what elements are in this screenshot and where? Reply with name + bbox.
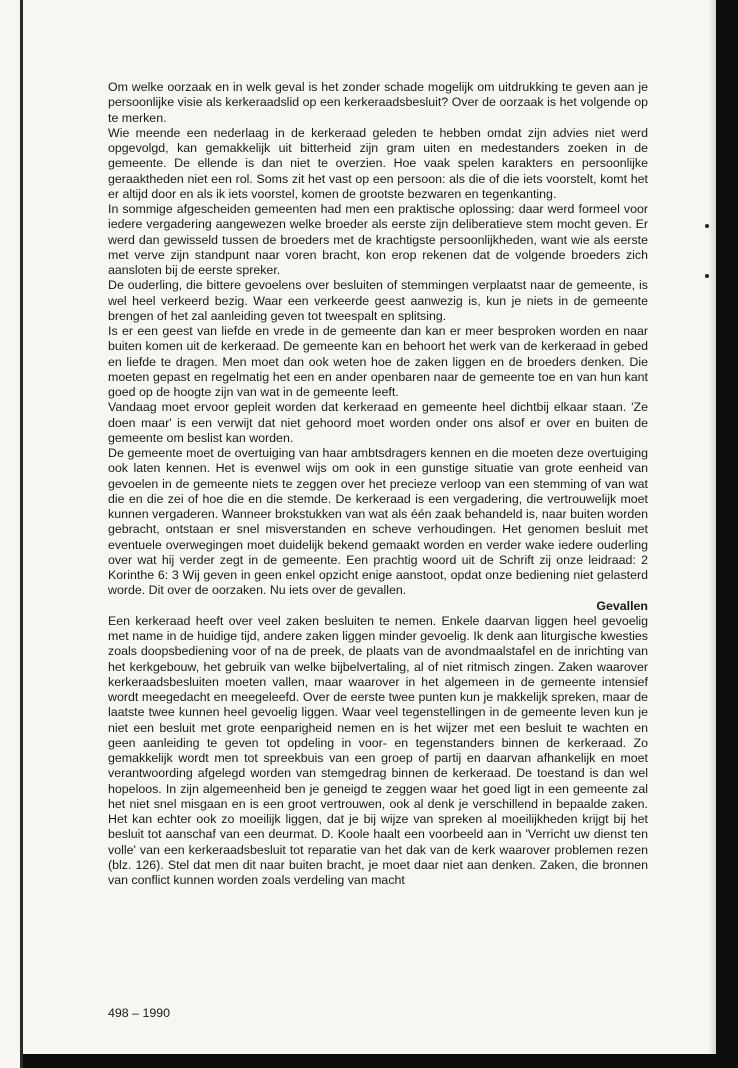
paragraph: Vandaag moet ervoor gepleit worden dat kerkeraad en gemeente heel dichtbij elkaar staan. 'Ze doen maar' is een verwijt dat niet gehoord moet worden onder ons alsof er over en buiten de gemeente om beslist kan worden. [108, 400, 648, 445]
scan-border-bottom [22, 1054, 738, 1068]
section-heading: Gevallen [596, 598, 648, 613]
scan-border-left [20, 0, 23, 1068]
scan-speck [705, 274, 709, 278]
scan-border-right [716, 0, 738, 1068]
paragraph: Een kerkeraad heeft over veel zaken besluiten te nemen. Enkele daarvan liggen heel gevoelig met name in de huidige tijd, andere zaken liggen minder gevoelig. Ik denk aan liturgische kwesties zoals doopsbediening voor of na de preek, de plaats van de avondmaalstafel en de inrichting van het kerkgebouw, het gebruik van welke bijbelvertaling, al of niet ritmisch zingen. Zaken waarover kerkeraadsbesluiten moeten vallen, maar waarover in het algemeen in de gemeente intensief wordt meegedacht en meegeleefd. Over de eerste twee punten kun je makkelijk spreken, maar de laatste twee kunnen heel gevoelig liggen. Waar veel tegenstellingen in de gemeente leven kun je niet een besluit met grote eenparigheid nemen en is het wijzer met een besluit te wachten en geen aanleiding te geven tot opdeling in voor- en tegenstanders binnen de kerkeraad. Zo gemakkelijk wordt men tot spreekbuis van een groep of partij en daarvan afhankelijk en moet verantwoording afgelegd worden van stemgedrag binnen de kerkeraad. De toestand is dan wel hopeloos. In zijn algemeenheid ben je geneigd te zeggen waar het goed ligt in een gemeente zal het niet snel misgaan en is een groot vertrouwen, ook al denk je verschillend in bepaalde zaken. Het kan echter ook zo moeilijk liggen, dat je bij wijze van spreken al moeilijkheden krijgt bij het besluit tot aanschaf van een deurmat. D. Koole haalt een voorbeeld aan in 'Verricht uw dienst ten volle' van een kerkeraadsbesluit tot reparatie van het dak van de kerk waarover problemen rezen (blz. 126). Stel dat men dit naar buiten bracht, je moet daar niet aan denken. Zaken, die bronnen van conflict kunnen worden zoals verdeling van macht [108, 613, 648, 887]
body-text [108, 80, 648, 888]
scan-speck [705, 224, 709, 228]
page-number: 498 – 1990 [108, 1006, 171, 1020]
paragraph: Om welke oorzaak en in welk geval is het zonder schade mogelijk om uitdrukking te geven aan je persoonlijke visie als kerkeraadslid op een kerkeraadsbesluit? Over de oorzaak is het volgende op te merken. [108, 80, 648, 125]
page-curl-shadow [708, 0, 716, 1068]
paragraph: Wie meende een nederlaag in de kerkeraad geleden te hebben omdat zijn advies niet werd opgevolgd, kan gemakkelijk uit bitterheid zijn gram uiten en medestanders zoeken in de gemeente. De ellende is dan niet te overzien. Hoe vaak spelen karakters en persoonlijke geraaktheden niet een rol. Soms zit het vast op een persoon: als die of die iets voorstelt, komt het er altijd door en als ik iets voorstel, komen de grootste bezwaren en tegenkanting. [108, 125, 648, 201]
paragraph: De gemeente moet de overtuiging van haar ambtsdragers kennen en die moeten deze overtuiging ook laten kennen. Het is evenwel wijs om ook in een gunstige situatie van grote eenheid van gevoelen in de gemeente niets te zeggen over het precieze verloop van een stemming of van wat die en die zei of hoe die en die stemde. De kerkeraad is een vergadering, die vertrouwelijk moet kunnen vergaderen. Wanneer brokstukken van wat als één zaak behandeld is, naar buiten worden gebracht, ontstaan er snel misverstanden en scheve verhoudingen. Het genomen besluit met eventuele overwegingen moet duidelijk bekend gemaakt worden en verder wake iedere ouderling over wat hij verder zegt in de gemeente. Een prachtig woord uit de Schrift zij onze leidraad: 2 Korinthe 6: 3 Wij geven in geen enkel opzicht enige aanstoot, opdat onze bediening niet gelasterd worde. Dit over de oorzaken. Nu iets over de gevallen. [108, 446, 648, 598]
paragraph: Is er een geest van liefde en vrede in de gemeente dan kan er meer besproken worden en naar buiten komen uit de kerkeraad. De gemeente kan en behoort het werk van de kerkeraad in gebed en liefde te dragen. Men moet dan ook weten hoe de zaken liggen en de broeders denken. Die moeten gepast en regelmatig het een en ander openbaren naar de gemeente toe en van hun kant goed op de hoogte zijn van wat in de gemeente leeft. [108, 324, 648, 399]
paragraph: De ouderling, die bittere gevoelens over besluiten of stemmingen verplaatst naar de gemeente, is wel heel verkeerd bezig. Waar een verkeerde geest aanwezig is, kun je niets in de gemeente brengen of het zal aanleiding geven tot tweespalt en splitsing. [108, 278, 648, 323]
paragraph: In sommige afgescheiden gemeenten had men een praktische oplossing: daar werd formeel voor iedere vergadering aangewezen welke broeder als eerste zijn deliberatieve stem mocht geven. Er werd dan gewisseld tussen de broeders met de krachtigste persoonlijkheden, want wie als eerste met verve zijn standpunt naar voren bracht, kon erop rekenen dat de volgende broeders zich aansloten bij de eerste spreker. [108, 202, 648, 277]
